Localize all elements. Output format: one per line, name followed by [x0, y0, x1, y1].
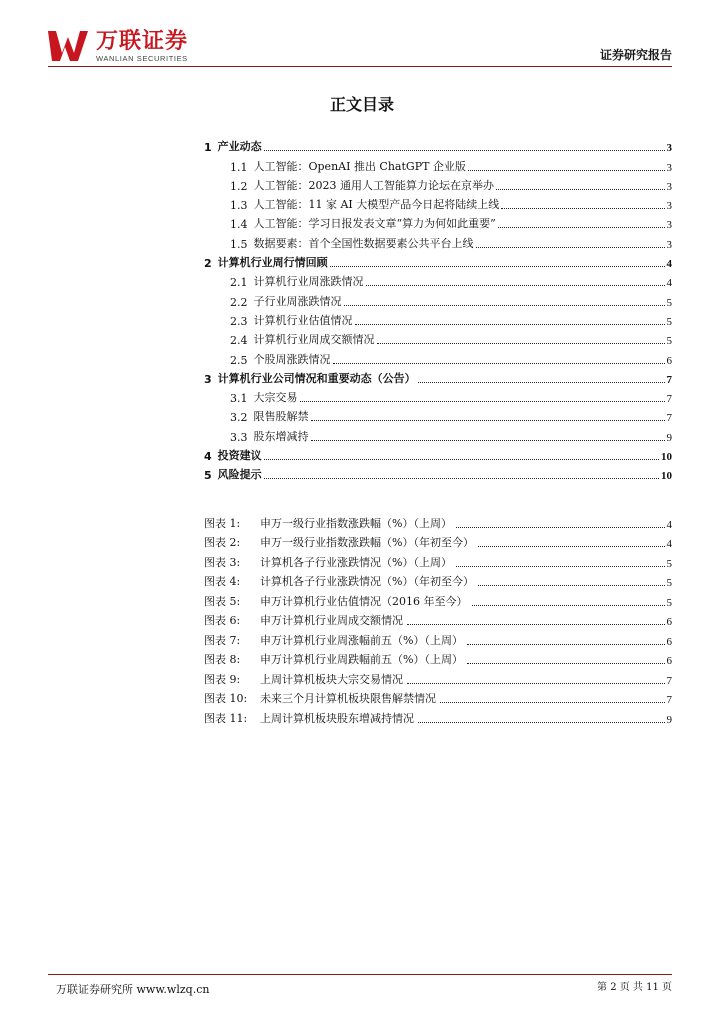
figure-entry-number: 图表 2: [204, 536, 241, 549]
figure-entry-number: 图表 3: [204, 555, 241, 569]
toc-entry-page: 3 [666, 161, 672, 174]
toc-entry-number: 3 [204, 372, 212, 386]
figure-list [204, 511, 672, 726]
figure-entry-number: 图表 1: [204, 516, 241, 530]
footer-source: 万联证券研究所 www.wlzq.cn [56, 983, 210, 996]
toc-entry-number: 2.2 [230, 295, 248, 309]
figure-entry-number: 图表 7: [204, 633, 241, 647]
toc-entry-page: 5 [666, 296, 672, 309]
toc-entry-number: 5 [204, 469, 212, 483]
toc-entry-label: 产业动态 [217, 140, 262, 154]
figure-entry[interactable] [204, 687, 672, 707]
header-divider [48, 66, 672, 67]
figure-entry-title: 申万计算机行业周跌幅前五（%）（上周） [260, 653, 463, 666]
figure-entry-number: 图表 4: [204, 575, 241, 588]
wanlian-logo-icon [48, 29, 90, 63]
figure-entry[interactable] [204, 589, 672, 609]
toc-entry[interactable] [204, 154, 672, 173]
toc-entry[interactable] [204, 386, 672, 405]
toc-leader-dots [418, 382, 665, 383]
figure-leader-dots [478, 546, 665, 547]
toc-leader-dots [264, 478, 659, 479]
figure-entry-number: 图表 10: [204, 692, 248, 705]
figure-entry[interactable] [204, 648, 672, 668]
toc-entry[interactable] [204, 212, 672, 231]
footer-divider [48, 974, 672, 975]
toc-leader-dots [355, 324, 665, 325]
figure-entry-page: 6 [666, 616, 672, 628]
toc-entry-number: 2 [204, 257, 212, 271]
figure-leader-dots [456, 527, 665, 528]
figure-entry-title: 申万计算机行业估值情况（2016 年至今） [260, 594, 468, 608]
toc-entry-label: 计算机行业估值情况 [253, 313, 353, 327]
toc-entry-page: 5 [666, 335, 672, 348]
toc-leader-dots [366, 285, 665, 286]
toc-entry-label: 计算机行业周行情回顾 [217, 256, 328, 270]
toc-leader-dots [377, 343, 665, 344]
toc-entry-label: 人工智能：OpenAI 推出 ChatGPT 企业版 [253, 159, 466, 173]
toc-entry-page: 3 [666, 238, 672, 251]
figure-entry-title: 申万计算机行业周涨幅前五（%）（上周） [260, 633, 463, 647]
toc-entry-number: 3.3 [230, 430, 248, 444]
toc-entry-page: 3 [666, 219, 672, 232]
figure-leader-dots [407, 624, 665, 625]
figure-entry[interactable] [204, 667, 672, 687]
figure-entry-number: 图表 8: [204, 653, 241, 666]
logo-chinese-name: 万联证券 [96, 28, 189, 54]
toc-entry-number: 2.3 [230, 314, 248, 328]
toc-entry-label: 股东增减持 [253, 429, 309, 443]
toc-entry-page: 7 [666, 412, 672, 425]
figure-entry-title: 申万一级行业指数涨跌幅（%）（上周） [260, 516, 452, 530]
toc-entry-number: 1.5 [230, 237, 248, 251]
toc-entry[interactable] [204, 231, 672, 250]
figure-entry[interactable] [204, 570, 672, 590]
toc-entry-page: 9 [666, 431, 672, 444]
figure-entry-number: 图表 9: [204, 672, 241, 686]
toc-entry-label: 投资建议 [217, 449, 262, 463]
toc-entry-page: 3 [666, 180, 672, 193]
toc-entry-page: 7 [666, 393, 672, 406]
toc-entry[interactable] [204, 309, 672, 328]
figure-entry-page: 5 [666, 596, 672, 609]
toc-leader-dots [501, 208, 664, 209]
figure-entry-page: 9 [666, 713, 672, 726]
toc-leader-dots [496, 189, 665, 190]
page-title: 正文目录 [329, 95, 394, 114]
figure-leader-dots [456, 566, 665, 567]
toc-entry[interactable] [204, 405, 672, 424]
page-number: 第 2 页 共 11 页 [597, 982, 672, 993]
table-of-contents [204, 135, 672, 482]
figure-entry-number: 图表 11: [204, 711, 248, 725]
toc-entry-number: 2.5 [230, 353, 248, 367]
toc-entry-label: 人工智能：11 家 AI 大模型产品今日起将陆续上线 [253, 198, 500, 212]
toc-entry-number: 1.2 [230, 179, 248, 193]
figure-leader-dots [478, 585, 665, 586]
figure-entry-page: 6 [666, 655, 672, 667]
figure-entry[interactable] [204, 706, 672, 726]
toc-entry[interactable] [204, 424, 672, 443]
toc-leader-dots [476, 247, 665, 248]
toc-leader-dots [311, 420, 665, 421]
toc-entry[interactable] [204, 193, 672, 212]
figure-entry-title: 申万一级行业指数涨跌幅（%）（年初至今） [260, 536, 474, 549]
figure-entry-page: 5 [666, 557, 672, 570]
figure-entry[interactable] [204, 511, 672, 531]
figure-entry-page: 7 [666, 674, 672, 687]
toc-entry[interactable] [204, 174, 672, 193]
figure-entry[interactable] [204, 550, 672, 570]
figure-entry-page: 4 [666, 518, 672, 531]
toc-entry-page: 6 [666, 354, 672, 367]
toc-entry-number: 2.4 [230, 334, 248, 348]
toc-entry-number: 3.2 [230, 411, 248, 425]
toc-entry[interactable] [204, 463, 672, 482]
figure-entry-page: 5 [666, 577, 672, 589]
toc-entry-number: 3.1 [230, 392, 248, 406]
toc-entry-label: 人工智能：2023 通用人工智能算力论坛在京举办 [253, 178, 494, 192]
toc-entry-label: 人工智能：学习日报发表文章“算力为何如此重要” [253, 217, 496, 231]
toc-entry-number: 1.1 [230, 160, 248, 174]
toc-entry-label: 计算机行业周涨跌情况 [253, 275, 364, 289]
toc-entry[interactable] [204, 135, 672, 154]
figure-leader-dots [440, 702, 665, 703]
toc-entry-page: 3 [666, 200, 672, 213]
toc-entry-number: 1 [204, 141, 212, 155]
toc-leader-dots [311, 440, 665, 441]
figure-leader-dots [418, 722, 665, 723]
toc-entry-label: 大宗交易 [253, 391, 298, 405]
toc-entry-number: 2.1 [230, 276, 248, 290]
report-type-label: 证券研究报告 [599, 48, 672, 62]
toc-entry[interactable] [204, 289, 672, 308]
toc-leader-dots [300, 401, 665, 402]
figure-entry-title: 上周计算机板块股东增减持情况 [260, 711, 414, 725]
toc-entry-label: 计算机行业公司情况和重要动态（公告） [217, 371, 416, 385]
logo-english-name: WANLIAN SECURITIES [96, 53, 188, 63]
toc-entry-page: 3 [666, 142, 672, 155]
toc-leader-dots [498, 227, 665, 228]
toc-entry-number: 4 [204, 450, 212, 464]
figure-entry-title: 申万计算机行业周成交额情况 [260, 614, 403, 627]
toc-entry-page: 10 [661, 451, 672, 464]
toc-entry-page: 7 [666, 373, 672, 386]
figure-entry-number: 图表 5: [204, 594, 241, 608]
toc-entry-label: 限售股解禁 [253, 410, 309, 424]
toc-leader-dots [344, 305, 665, 306]
figure-leader-dots [472, 605, 665, 606]
toc-entry-number: 1.3 [230, 199, 248, 213]
figure-entry-page: 6 [666, 635, 672, 648]
figure-entry-number: 图表 6: [204, 614, 241, 627]
figure-entry-title: 计算机各子行业涨跌情况（%）（年初至今） [260, 575, 474, 588]
figure-entry-title: 计算机各子行业涨跌情况（%）（上周） [260, 555, 452, 569]
figure-entry[interactable] [204, 628, 672, 648]
toc-leader-dots [264, 459, 659, 460]
page-header [48, 28, 672, 64]
toc-entry-label: 数据要素：首个全国性数据要素公共平台上线 [253, 236, 474, 250]
toc-leader-dots [330, 266, 665, 267]
company-logo [48, 28, 188, 64]
toc-entry-label: 风险提示 [217, 468, 262, 482]
toc-entry-label: 子行业周涨跌情况 [253, 294, 342, 308]
figure-leader-dots [467, 644, 665, 645]
toc-leader-dots [264, 150, 665, 151]
toc-entry-page: 4 [666, 258, 672, 271]
toc-entry-label: 个股周涨跌情况 [253, 352, 331, 366]
toc-entry[interactable] [204, 270, 672, 289]
toc-entry-page: 5 [666, 315, 672, 328]
figure-leader-dots [407, 683, 665, 684]
toc-entry[interactable] [204, 251, 672, 270]
toc-entry[interactable] [204, 347, 672, 366]
toc-entry[interactable] [204, 444, 672, 463]
toc-entry-number: 1.4 [230, 218, 248, 232]
toc-leader-dots [333, 363, 665, 364]
figure-entry-title: 未来三个月计算机板块限售解禁情况 [260, 692, 436, 705]
toc-entry-label: 计算机行业周成交额情况 [253, 333, 375, 347]
figure-entry[interactable] [204, 609, 672, 629]
figure-leader-dots [467, 663, 665, 664]
figure-entry-page: 4 [666, 538, 672, 550]
figure-entry-title: 上周计算机板块大宗交易情况 [260, 672, 403, 686]
toc-entry-page: 4 [666, 277, 672, 290]
toc-entry[interactable] [204, 367, 672, 386]
toc-entry[interactable] [204, 328, 672, 347]
figure-entry-page: 7 [666, 694, 672, 706]
toc-leader-dots [468, 170, 665, 171]
figure-entry[interactable] [204, 531, 672, 551]
toc-entry-page: 10 [661, 470, 672, 483]
